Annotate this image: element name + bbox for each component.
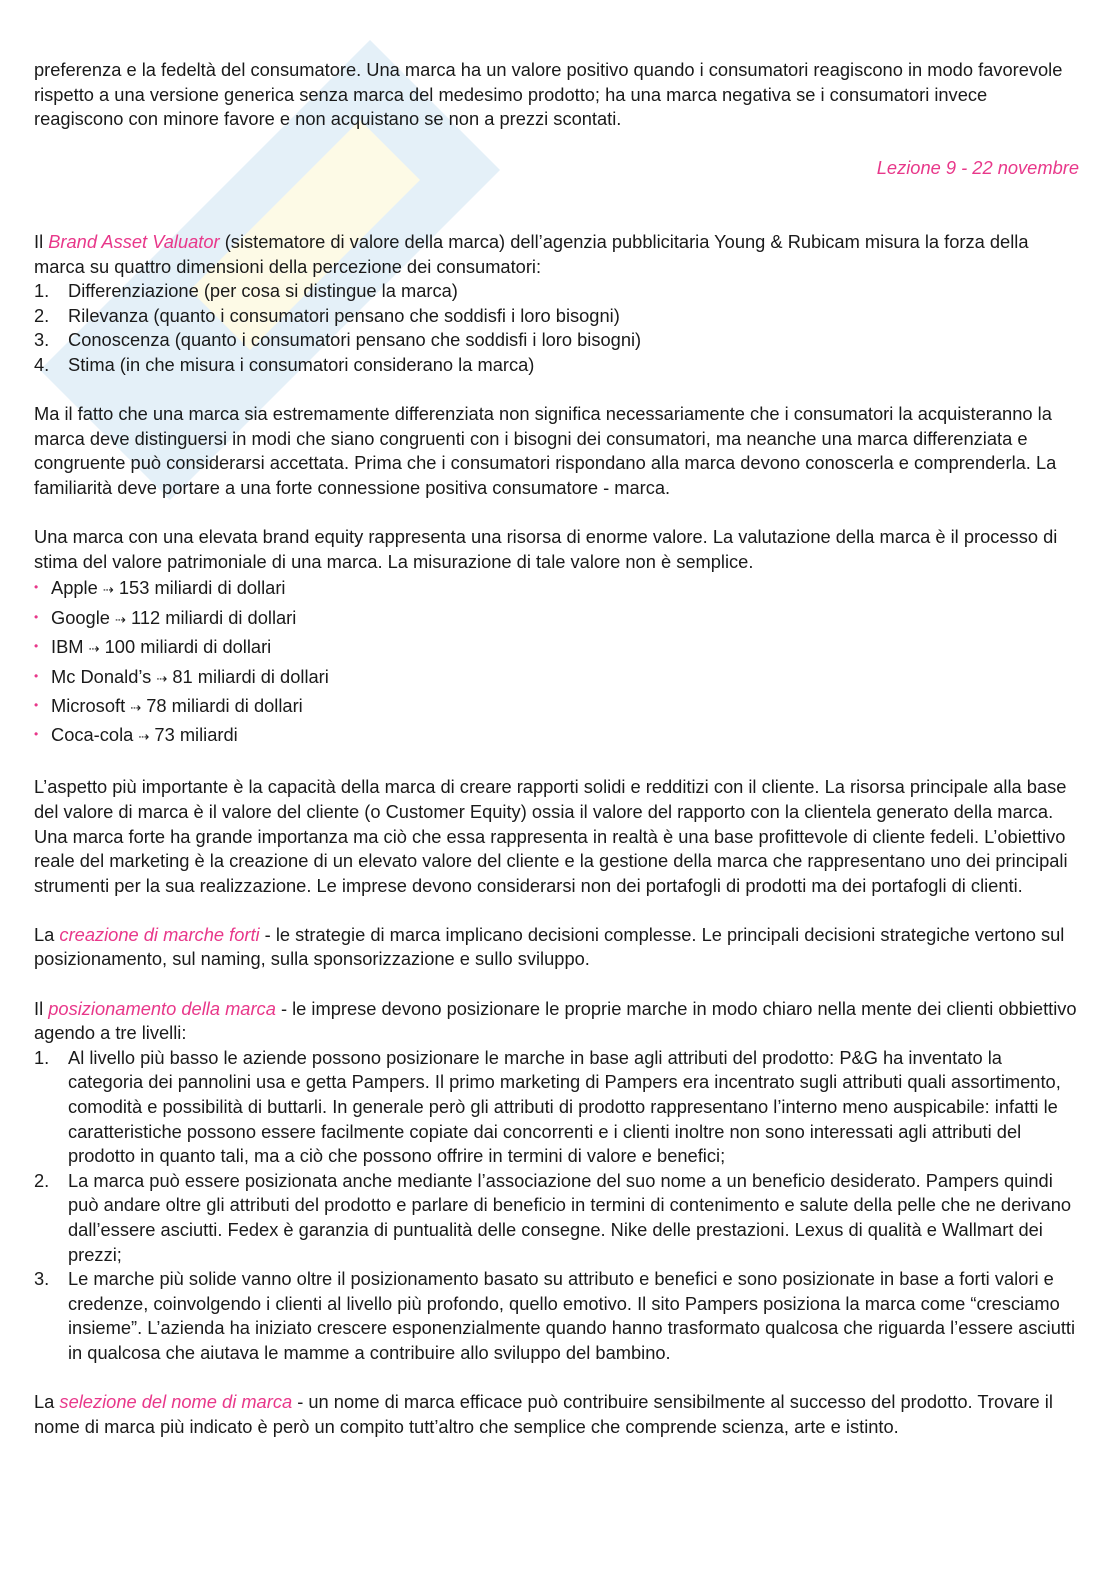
dotted-arrow-icon: ⇢ (115, 611, 126, 627)
brand-name: Coca-cola (51, 724, 134, 746)
list-text: Le marche più solide vanno oltre il posizionamento basato su attributo e benefici e sono posizionate in base a forti valori e credenze, coinvolgendo i clienti al livello più profondo, quello emotivo. Il sito Pampers posiziona la marca come “cresciamo insieme”. L’azienda ha iniziato crescere esponenzialmente quando hanno trasformato qualcosa che riguarda l’essere asciutti in qualcosa che aiutava le mamme a contribuire allo sviluppo del bambino. (68, 1268, 1076, 1363)
text: La (34, 1391, 60, 1413)
lesson-header: Lezione 9 - 22 novembre (876, 157, 1079, 179)
text: Il (34, 230, 49, 252)
bullet-icon: • (34, 639, 39, 654)
dotted-arrow-icon: ⇢ (130, 699, 142, 715)
creazione-paragraph (34, 923, 1079, 972)
bullet-icon: • (34, 609, 39, 624)
selezione-paragraph (34, 1390, 1079, 1439)
dotted-arrow-icon: ⇢ (156, 670, 168, 686)
brand-name: Apple (51, 577, 98, 599)
brand-name: Mc Donald’s (51, 665, 152, 687)
differenziata-paragraph: Ma il fatto che una marca sia estremamente differenziata non significa necessariamente che i consumatori la acquisteranno la marca deve distinguersi in modi che siano congruenti con i bisogni dei consumatori, ma neanche una marca differenziata e congruente può considerarsi accettata. Prima che i consumatori rispondano alla marca devono conoscerla e comprenderla. La familiarità deve portare a una forte connessione positiva consumatore - marca. (34, 403, 1057, 498)
list-number: 4. (34, 353, 50, 375)
brand-value: 78 miliardi di dollari (146, 694, 303, 716)
bav-dimensions-list (34, 279, 1079, 377)
list-text: Rilevanza (quanto i consumatori pensano che soddisfi i loro bisogni) (68, 304, 620, 326)
brand-value-item (34, 721, 1079, 750)
bullet-icon: • (34, 697, 39, 712)
list-item (34, 1267, 1079, 1365)
brand-value-item (34, 574, 1079, 603)
list-number: 2. (34, 1169, 50, 1191)
list-number: 1. (34, 280, 50, 302)
customer-equity-paragraph: L’aspetto più importante è la capacità della marca di creare rapporti solidi e redditizi con il cliente. La risorsa principale alla base del valore di marca è il valore del cliente (o Customer Equity) ossia il valore del rapporto con la clientela generato della marca. Una marca forte ha grande importanza ma ciò che essa rappresenta in realtà è una base profittevole di cliente fedeli. L’obiettivo reale del marketing è la creazione di un elevato valore del cliente e la gestione della marca che rappresentano uno dei principali strumenti per la sua realizzazione. Le imprese devono considerarsi non dei portafogli di prodotti ma dei portafogli di clienti. (34, 776, 1068, 896)
text: - le imprese devono posizionare le proprie marche in modo chiaro nella mente dei clienti obbiettivo agendo a tre livelli: (34, 997, 1077, 1044)
text: La (34, 923, 60, 945)
dotted-arrow-icon: ⇢ (88, 641, 100, 657)
list-item (34, 279, 1079, 304)
brand-values-list (34, 574, 1079, 750)
brand-value-item (34, 692, 1079, 721)
intro-paragraph: preferenza e la fedeltà del consumatore. Una marca ha un valore positivo quando i consumatori reagiscono in modo favorevole rispetto a una versione generica senza marca del medesimo prodotto; ha una marca negativa se i consumatori invece reagiscono con minore favore e non acquistano se non a prezzi scontati. (34, 59, 1063, 130)
list-number: 2. (34, 304, 50, 326)
text: (sistematore di valore della marca) dell’agenzia pubblicitaria Young & Rubicam misura la forza della marca su quattro dimensioni della percezione dei consumatori: (34, 230, 1029, 277)
list-text: La marca può essere posizionata anche mediante l’associazione del suo nome a un beneficio desiderato. Pampers quindi può andare oltre gli attributi del prodotto e parlare di beneficio in termini di contenimento e salute della pelle che ne derivano dall’essere asciutti. Fedex è garanzia di puntualità delle consegne. Nike delle prestazioni. Lexus di qualità e Wallmart dei prezzi; (68, 1169, 1072, 1265)
brand-value: 153 miliardi di dollari (118, 577, 286, 599)
text: - le strategie di marca implicano decisioni complesse. Le principali decisioni strategiche vertono sul posizionamento, sul naming, sulla sponsorizzazione e sullo sviluppo. (34, 923, 1065, 970)
brand-value: 73 miliardi (154, 724, 238, 746)
bullet-icon: • (34, 580, 39, 595)
list-item (34, 353, 1079, 378)
highlight-term: selezione del nome di marca (59, 1391, 293, 1413)
list-item (34, 304, 1079, 329)
list-text: Conoscenza (quanto i consumatori pensano che soddisfi i loro bisogni) (68, 329, 642, 351)
dotted-arrow-icon: ⇢ (138, 729, 150, 745)
list-number: 3. (34, 1268, 50, 1290)
posizionamento-levels-list (34, 1046, 1079, 1366)
bav-paragraph (34, 230, 1079, 279)
list-text: Differenziazione (per cosa si distingue la marca) (68, 280, 458, 302)
list-item (34, 328, 1079, 353)
list-text: Stima (in che misura i consumatori considerano la marca) (68, 353, 535, 375)
list-item (34, 1046, 1079, 1169)
highlight-term: posizionamento della marca (48, 997, 276, 1019)
brand-value-item (34, 604, 1079, 633)
highlight-term: Brand Asset Valuator (48, 230, 220, 252)
brand-name: Google (51, 606, 110, 628)
brand-value: 112 miliardi di dollari (131, 606, 297, 628)
bullet-icon: • (34, 727, 39, 742)
brand-equity-paragraph: Una marca con una elevata brand equity rappresenta una risorsa di enorme valore. La valutazione della marca è il processo di stima del valore patrimoniale di una marca. La misurazione di tale valore non è semplice. (34, 526, 1058, 572)
brand-value: 81 miliardi di dollari (172, 665, 329, 687)
bullet-icon: • (34, 668, 39, 683)
brand-value-item (34, 663, 1079, 692)
brand-value-item (34, 633, 1079, 662)
text: Il (34, 997, 49, 1019)
brand-name: Microsoft (51, 694, 126, 716)
document-page (34, 58, 1079, 1464)
text: - un nome di marca efficace può contribuire sensibilmente al successo del prodotto. Trovare il nome di marca più indicato è però un compito tutt’altro che semplice che comprende scienza, arte e istinto. (34, 1391, 1053, 1437)
list-number: 1. (34, 1046, 50, 1068)
brand-name: IBM (51, 636, 84, 658)
list-text: Al livello più basso le aziende possono posizionare le marche in base agli attributi del prodotto: P&G ha inventato la categoria dei pannolini usa e getta Pampers. Il primo marketing di Pampers era incentrato sugli attributi quali assortimento, comodità e possibilità di buttarli. In generale però gli attributi di prodotto rappresentano l’interno meno auspicabile: infatti le caratteristiche possono essere facilmente copiate dai concorrenti e i clienti inoltre non sono interessati agli attributi del prodotto in quanto tali, ma a ciò che possono offrire in termini di valore e benefici; (68, 1046, 1061, 1167)
dotted-arrow-icon: ⇢ (102, 582, 114, 598)
posizionamento-paragraph (34, 997, 1079, 1046)
highlight-term: creazione di marche forti (59, 923, 260, 945)
list-number: 3. (34, 329, 50, 351)
brand-value: 100 miliardi di dollari (104, 636, 272, 658)
list-item (34, 1169, 1079, 1267)
